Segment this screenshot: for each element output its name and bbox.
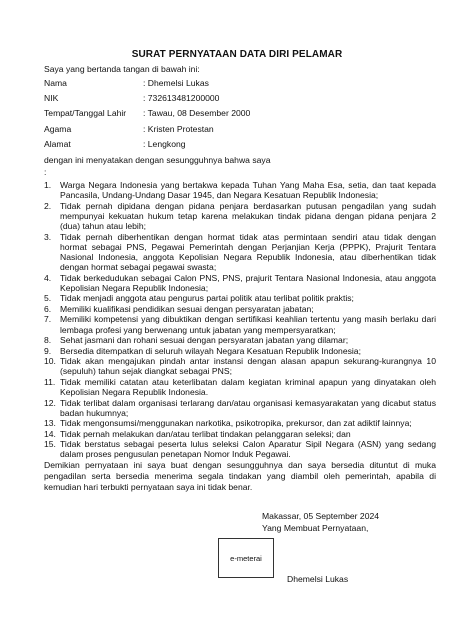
list-item-number: 3. [44, 231, 52, 242]
field-label-nik: NIK [44, 93, 59, 103]
field-value-nik: : 732613481200000 [143, 93, 220, 103]
list-item [44, 314, 436, 334]
signatory-name: Dhemelsi Lukas [287, 574, 349, 584]
signatory-label: Yang Membuat Pernyataan, [262, 523, 369, 533]
list-item-number: 1. [44, 180, 52, 190]
list-item [44, 273, 436, 293]
list-item [44, 377, 436, 397]
document-title: SURAT PERNYATAAN DATA DIRI PELAMAR [131, 49, 343, 60]
field-value-nama: : Dhemelsi Lukas [143, 78, 209, 88]
list-item-text: Tidak berkedudukan sebagai Calon PNS, PNS, prajurit Tentara Nasional Indonesia, atau anggota Kepolisian Negara Republik Indonesia; [60, 272, 436, 293]
list-item-text: Tidak mengonsumsi/menggunakan narkotika, psikotropika, prekursor, dan zat adiktif lainnya; [60, 418, 412, 429]
intro-text: Saya yang bertanda tangan di bawah ini: [44, 64, 200, 74]
list-item [44, 293, 436, 303]
field-label-nama: Nama [44, 78, 67, 88]
field-value-alamat: : Lengkong [143, 139, 186, 149]
list-item-number: 15. [44, 439, 56, 450]
list-item [44, 398, 436, 418]
list-item-text: Tidak pernah dipidana dengan pidana penjara berdasarkan putusan pengadilan yang sudah mempunyai kekuatan hukum tetap karena melakukan tindak pidana dengan pidana penjara 2 (dua) tahun atau lebih; [60, 200, 436, 232]
list-item-text: Memiliki kompetensi yang dibuktikan dengan sertifikasi keahlian tertentu yang masih berlaku dari lembaga profesi yang berwenang untuk jabatan yang mempersyaratkan; [60, 314, 436, 335]
list-item-number: 12. [44, 397, 56, 408]
list-item [44, 429, 436, 439]
list-item-number: 13. [44, 418, 56, 429]
closing-paragraph: Demikian pernyataan ini saya buat dengan sesungguhnya dan saya bersedia dituntut di muka pengadilan serta bersedia menerima segala tindakan yang diambil oleh pemerintah, apabila di kemudian hari terbukti pernyataan saya ini tidak benar. [44, 460, 436, 492]
list-item-text: Tidak memiliki catatan atau keterlibatan dalam kegiatan kriminal apapun yang dinyatakan oleh Kepolisian Negara Republik Indonesia. [60, 376, 436, 398]
field-label-birth: Tempat/Tanggal Lahir [44, 108, 127, 118]
list-item-number: 14. [44, 428, 56, 439]
list-item-text: Tidak terlibat dalam organisasi terlarang dan/atau organisasi kemasyarakatan yang dicabut status badan hukumnya; [60, 397, 436, 418]
e-meterai-label: e-meterai [230, 553, 262, 563]
field-value-agama: : Kristen Protestan [143, 124, 214, 134]
list-item-text: Tidak pernah diberhentikan dengan hormat tidak atas permintaan sendiri atau tidak dengan hormat sebagai PNS, Pegawai Pemerintah dengan Perjanjian Kerja (PPPK), Prajurit Tentara Nasional Indonesia, anggota Kepolisian Negara Republik Indonesia, atau diberhentikan tidak dengan hormat sebagai pegawai swasta; [60, 231, 436, 273]
field-label-agama: Agama [44, 124, 72, 134]
list-item-number: 5. [44, 293, 52, 304]
list-item-text: Tidak akan mengajukan pindah antar instansi dengan alasan apapun sekurang-kurangnya 10 (sepuluh) tahun sejak diangkat sebagai PNS; [60, 356, 436, 377]
list-item-text: Tidak berstatus sebagai peserta lulus seleksi Calon Aparatur Sipil Negara (ASN) yang sedang dalam proses pengusulan penetapan Nomor Induk Pegawai. [60, 439, 436, 460]
list-item-number: 7. [44, 314, 52, 325]
field-value-birth: : Tawau, 08 Desember 2000 [143, 108, 251, 118]
list-item [44, 439, 436, 459]
field-label-alamat: Alamat [44, 139, 71, 149]
list-item-number: 9. [44, 345, 52, 356]
list-item [44, 304, 436, 314]
list-item-number: 6. [44, 303, 52, 314]
list-item-number: 11. [44, 376, 56, 387]
list-item-text: Sehat jasmani dan rohani sesuai dengan persyaratan jabatan yang dilamar; [60, 335, 349, 346]
e-meterai-box [218, 538, 274, 578]
list-item-text: Warga Negara Indonesia yang bertakwa kepada Tuhan Yang Maha Esa, setia, dan taat kepada Pancasila, Undang-Undang Dasar 1945, dan Negara Kesatuan Republik Indonesia; [60, 180, 436, 201]
list-item-number: 4. [44, 272, 52, 283]
list-item [44, 335, 436, 345]
place-date: Makassar, 05 September 2024 [262, 511, 380, 521]
list-item [44, 232, 436, 273]
list-item [44, 418, 436, 428]
list-item-number: 2. [44, 200, 52, 211]
list-item-number: 8. [44, 335, 52, 346]
list-item [44, 356, 436, 376]
statement-colon: : [44, 167, 47, 177]
statement-intro: dengan ini menyatakan dengan sesungguhnya bahwa saya [44, 155, 271, 165]
list-item-number: 10. [44, 356, 56, 367]
list-item [44, 180, 436, 200]
list-item [44, 201, 436, 232]
list-item-text: Tidak pernah melakukan dan/atau terlibat tindakan pelanggaran seleksi; dan [60, 428, 351, 439]
list-item-text: Memiliki kualifikasi pendidikan sesuai dengan persyaratan jabatan; [60, 303, 314, 314]
list-item [44, 346, 436, 356]
list-item-text: Tidak menjadi anggota atau pengurus partai politik atau terlibat politik praktis; [60, 293, 354, 304]
statement-list [44, 180, 436, 460]
list-item-text: Bersedia ditempatkan di seluruh wilayah Negara Kesatuan Republik Indonesia; [60, 345, 361, 356]
